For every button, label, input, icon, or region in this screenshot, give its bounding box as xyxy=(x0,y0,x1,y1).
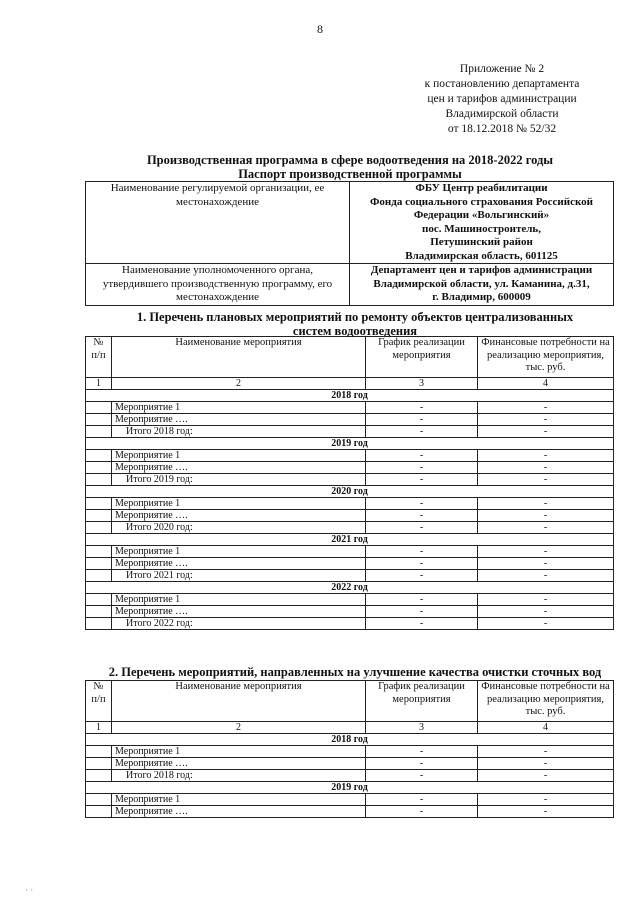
year-label: 2019 год xyxy=(86,782,614,794)
schedule-cell: - xyxy=(366,806,478,818)
schedule-cell: - xyxy=(366,618,478,630)
column-number-row xyxy=(86,722,614,734)
table-row xyxy=(86,522,614,534)
column-header: Финансовые потребности на реализацию мероприятия, тыс. руб. xyxy=(478,681,614,722)
schedule-cell: - xyxy=(366,606,478,618)
schedule-cell: - xyxy=(366,546,478,558)
table-row xyxy=(86,806,614,818)
table-header-row xyxy=(86,337,614,378)
table-row xyxy=(86,498,614,510)
funding-cell: - xyxy=(478,426,614,438)
year-row xyxy=(86,486,614,498)
scan-artifact: · · xyxy=(25,885,34,895)
schedule-cell: - xyxy=(366,522,478,534)
column-number: 2 xyxy=(112,722,366,734)
activity-name-cell: Мероприятие 1 xyxy=(112,794,366,806)
row-number-cell xyxy=(86,414,112,426)
column-header: График реализации мероприятия xyxy=(366,337,478,378)
row-number-cell xyxy=(86,594,112,606)
row-number-cell xyxy=(86,474,112,486)
activity-name-cell: Итого 2018 год: xyxy=(112,426,366,438)
column-header: График реализации мероприятия xyxy=(366,681,478,722)
activity-name-cell: Итого 2022 год: xyxy=(112,618,366,630)
row-number-cell xyxy=(86,546,112,558)
table-row xyxy=(86,758,614,770)
row-number-cell xyxy=(86,498,112,510)
year-label: 2018 год xyxy=(86,734,614,746)
column-number: 4 xyxy=(478,722,614,734)
passport-value-line: ФБУ Центр реабилитации xyxy=(415,182,548,194)
passport-value-line: Владимирская область, 601125 xyxy=(405,249,558,262)
year-label: 2022 год xyxy=(86,582,614,594)
schedule-cell: - xyxy=(366,474,478,486)
column-number: 3 xyxy=(366,378,478,390)
activity-name-cell: Мероприятие …. xyxy=(112,558,366,570)
passport-value xyxy=(350,264,614,306)
row-number-cell xyxy=(86,450,112,462)
column-header: № п/п xyxy=(86,681,112,722)
row-number-cell xyxy=(86,746,112,758)
funding-cell: - xyxy=(478,606,614,618)
table-row xyxy=(86,558,614,570)
year-row xyxy=(86,534,614,546)
appendix-line: к постановлению департамента xyxy=(424,78,580,90)
appendix-line: цен и тарифов администрации xyxy=(427,93,577,105)
activity-name-cell: Мероприятие …. xyxy=(112,758,366,770)
schedule-cell: - xyxy=(366,414,478,426)
appendix-line: Приложение № 2 xyxy=(459,63,545,75)
schedule-cell: - xyxy=(366,510,478,522)
row-number-cell xyxy=(86,758,112,770)
year-label: 2018 год xyxy=(86,390,614,402)
table-row xyxy=(86,794,614,806)
schedule-cell: - xyxy=(366,450,478,462)
column-header: Наименование мероприятия xyxy=(112,337,366,378)
appendix-line: от 18.12.2018 № 52/32 xyxy=(447,123,557,135)
activity-name-cell: Мероприятие 1 xyxy=(112,498,366,510)
table-row xyxy=(86,546,614,558)
activity-name-cell: Итого 2020 год: xyxy=(112,522,366,534)
schedule-cell: - xyxy=(366,746,478,758)
section-title-line: 1. Перечень плановых мероприятий по ремонту объектов централизованных xyxy=(136,310,574,324)
passport-value-line: Фонда социального страхования Российской xyxy=(369,195,593,208)
activity-name-cell: Мероприятие 1 xyxy=(112,746,366,758)
passport-value-line: Петушинский район xyxy=(430,236,533,248)
year-label: 2021 год xyxy=(86,534,614,546)
funding-cell: - xyxy=(478,746,614,758)
table-row xyxy=(86,462,614,474)
year-row xyxy=(86,582,614,594)
funding-cell: - xyxy=(478,570,614,582)
schedule-cell: - xyxy=(366,498,478,510)
appendix-line: Владимирской области xyxy=(445,108,559,120)
appendix-block xyxy=(392,62,612,137)
row-number-cell xyxy=(86,606,112,618)
schedule-cell: - xyxy=(366,402,478,414)
activity-name-cell: Мероприятие …. xyxy=(112,414,366,426)
row-number-cell xyxy=(86,558,112,570)
funding-cell: - xyxy=(478,794,614,806)
page-number: 8 xyxy=(317,22,323,36)
activity-name-cell: Мероприятие …. xyxy=(112,510,366,522)
table-row xyxy=(86,402,614,414)
title-line: Производственная программа в сфере водоотведения на 2018-2022 годы xyxy=(146,153,554,167)
column-header: Наименование мероприятия xyxy=(112,681,366,722)
row-number-cell xyxy=(86,618,112,630)
row-number-cell xyxy=(86,426,112,438)
schedule-cell: - xyxy=(366,558,478,570)
column-number: 4 xyxy=(478,378,614,390)
table-row xyxy=(86,770,614,782)
table-row xyxy=(86,570,614,582)
column-number: 1 xyxy=(86,378,112,390)
section-1-table xyxy=(85,336,614,630)
schedule-cell: - xyxy=(366,794,478,806)
activity-name-cell: Мероприятие 1 xyxy=(112,402,366,414)
column-number-row xyxy=(86,378,614,390)
year-row xyxy=(86,390,614,402)
funding-cell: - xyxy=(478,498,614,510)
funding-cell: - xyxy=(478,806,614,818)
year-row xyxy=(86,782,614,794)
passport-label: Наименование регулируемой организации, ее местонахождение xyxy=(86,182,350,264)
funding-cell: - xyxy=(478,770,614,782)
activity-name-cell: Мероприятие 1 xyxy=(112,546,366,558)
table-row xyxy=(86,414,614,426)
row-number-cell xyxy=(86,794,112,806)
section-2-title xyxy=(70,665,640,679)
year-row xyxy=(86,438,614,450)
row-number-cell xyxy=(86,770,112,782)
passport-value-line: г. Владимир, 600009 xyxy=(432,291,531,303)
funding-cell: - xyxy=(478,618,614,630)
table-row xyxy=(86,594,614,606)
section-title-line: 2. Перечень мероприятий, направленных на улучшение качества очистки сточных вод xyxy=(108,665,602,679)
table-row xyxy=(86,450,614,462)
column-header: Финансовые потребности на реализацию мероприятия, тыс. руб. xyxy=(478,337,614,378)
column-number: 3 xyxy=(366,722,478,734)
funding-cell: - xyxy=(478,522,614,534)
document-title xyxy=(60,153,640,181)
funding-cell: - xyxy=(478,546,614,558)
section-title-line: систем водоотведения xyxy=(292,324,418,338)
funding-cell: - xyxy=(478,558,614,570)
activity-name-cell: Мероприятие 1 xyxy=(112,594,366,606)
passport-table xyxy=(85,181,614,306)
year-label: 2019 год xyxy=(86,438,614,450)
column-number: 2 xyxy=(112,378,366,390)
column-header: № п/п xyxy=(86,337,112,378)
row-number-cell xyxy=(86,402,112,414)
funding-cell: - xyxy=(478,462,614,474)
activity-name-cell: Мероприятие …. xyxy=(112,462,366,474)
funding-cell: - xyxy=(478,594,614,606)
schedule-cell: - xyxy=(366,462,478,474)
year-label: 2020 год xyxy=(86,486,614,498)
table-header-row xyxy=(86,681,614,722)
row-number-cell xyxy=(86,522,112,534)
section-2-table xyxy=(85,680,614,818)
section-1-title xyxy=(70,310,640,338)
schedule-cell: - xyxy=(366,770,478,782)
table-row xyxy=(86,474,614,486)
funding-cell: - xyxy=(478,414,614,426)
funding-cell: - xyxy=(478,450,614,462)
schedule-cell: - xyxy=(366,426,478,438)
passport-row xyxy=(86,182,614,264)
passport-row xyxy=(86,264,614,306)
activity-name-cell: Мероприятие …. xyxy=(112,806,366,818)
table-row xyxy=(86,510,614,522)
activity-name-cell: Мероприятие 1 xyxy=(112,450,366,462)
table-row xyxy=(86,606,614,618)
passport-value xyxy=(350,182,614,264)
subtitle-line: Паспорт производственной программы xyxy=(238,167,462,181)
schedule-cell: - xyxy=(366,570,478,582)
row-number-cell xyxy=(86,570,112,582)
row-number-cell xyxy=(86,462,112,474)
passport-label: Наименование уполномоченного органа, утвердившего производственную программу, его местонахождение xyxy=(86,264,350,306)
activity-name-cell: Итого 2018 год: xyxy=(112,770,366,782)
activity-name-cell: Итого 2021 год: xyxy=(112,570,366,582)
funding-cell: - xyxy=(478,758,614,770)
table-row xyxy=(86,746,614,758)
activity-name-cell: Мероприятие …. xyxy=(112,606,366,618)
row-number-cell xyxy=(86,510,112,522)
passport-value-line: Федерации «Вольгинский» xyxy=(413,209,550,221)
year-row xyxy=(86,734,614,746)
funding-cell: - xyxy=(478,510,614,522)
funding-cell: - xyxy=(478,402,614,414)
passport-value-line: пос. Машиностроитель, xyxy=(422,222,541,235)
table-row xyxy=(86,618,614,630)
passport-value-line: Владимирской области, ул. Каманина, д.31, xyxy=(373,277,590,290)
schedule-cell: - xyxy=(366,758,478,770)
schedule-cell: - xyxy=(366,594,478,606)
passport-value-line: Департамент цен и тарифов администрации xyxy=(370,264,593,276)
column-number: 1 xyxy=(86,722,112,734)
table-row xyxy=(86,426,614,438)
funding-cell: - xyxy=(478,474,614,486)
activity-name-cell: Итого 2019 год: xyxy=(112,474,366,486)
row-number-cell xyxy=(86,806,112,818)
